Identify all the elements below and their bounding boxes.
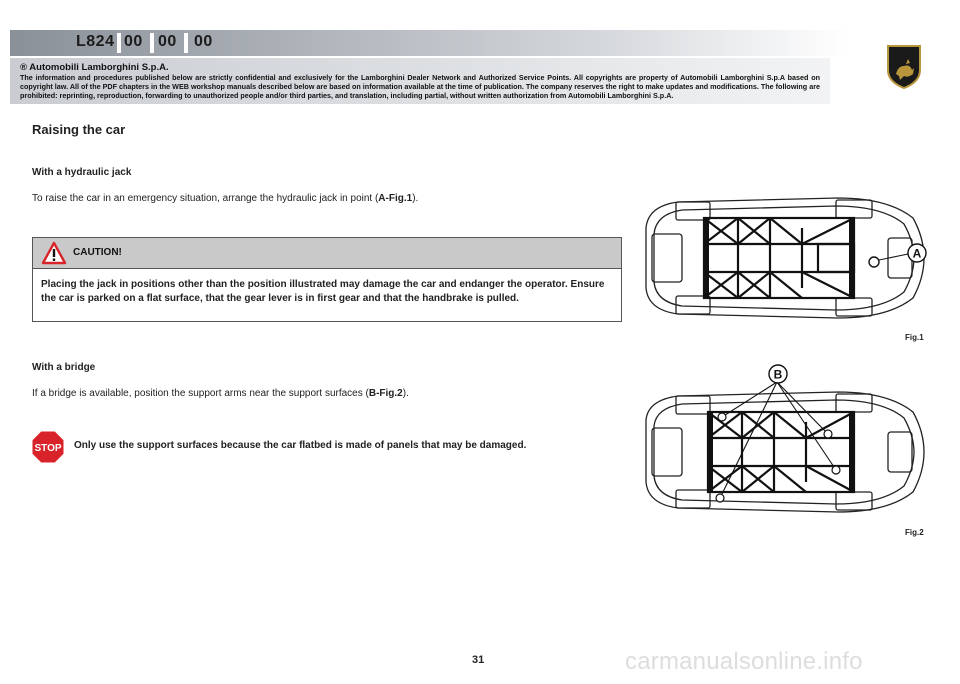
stop-warning-text: Only use the support surfaces because the car flatbed is made of panels that may be damaged. [74, 440, 527, 451]
doc-code-group: 00 [124, 33, 143, 50]
code-separator [184, 33, 188, 53]
notice-text: The information and procedures published below are strictly confidential and exclusively for the Lamborghini Dealer Network and Authorized Service Points. All copyrights are property of Automobili Lamborghini S.p.A based on copyright law. All of the PDF chapters in the WEB workshop manuals described below are based on information available at the time of publication. The company reserves the right to make updates and modifications. The following are prohibited: reprinting, reproduction, forwarding to unauthorized people and/or third parties, and translation, including partial, without written authorization from Automobili Lamborghini S.p.A. [20, 73, 820, 100]
figure-2-label: B [773, 367, 783, 382]
caution-title: CAUTION! [73, 247, 122, 258]
watermark: carmanualsonline.info [625, 648, 863, 675]
caution-text: Placing the jack in positions other than the position illustrated may damage the car and endanger the operator. Ensure the car is parked on a flat surface, that the gear lever is in first gear and that the handbrake is pulled. [41, 279, 605, 304]
figure-1-chassis-jack-point [638, 188, 938, 328]
page-number: 31 [472, 654, 485, 666]
bridge-heading: With a bridge [32, 362, 96, 373]
bridge-figure-ref: B-Fig.2 [368, 388, 403, 399]
figure-1-caption: Fig.1 [905, 333, 924, 342]
jack-heading: With a hydraulic jack [32, 167, 132, 178]
bridge-text-end: ). [402, 388, 409, 399]
warning-triangle-icon [41, 241, 67, 265]
doc-code-subgroup: 00 [158, 33, 177, 50]
bridge-text: If a bridge is available, position the support arms near the support surfaces ( [32, 388, 369, 399]
caution-box [32, 237, 622, 322]
stop-sign-label: STOP [34, 443, 62, 454]
stop-sign-icon [31, 430, 65, 464]
page-title: Raising the car [32, 122, 126, 137]
jack-paragraph [32, 193, 418, 204]
lamborghini-logo [884, 44, 924, 90]
doc-code-model: L824 [76, 33, 115, 50]
caution-header [33, 238, 621, 269]
figure-1-label: A [912, 246, 922, 261]
figure-2-caption: Fig.2 [905, 528, 924, 537]
doc-code-section: 00 [194, 33, 213, 50]
jack-text: To raise the car in an emergency situation, arrange the hydraulic jack in point ( [32, 193, 379, 204]
jack-text-end: ). [412, 193, 419, 204]
bridge-paragraph [32, 388, 409, 399]
copyright-notice [10, 58, 830, 104]
code-separator [150, 33, 154, 53]
code-separator [117, 33, 121, 53]
jack-figure-ref: A-Fig.1 [378, 193, 413, 204]
figure-2-chassis-support-points [638, 362, 938, 522]
notice-title: ® Automobili Lamborghini S.p.A. [20, 62, 169, 73]
